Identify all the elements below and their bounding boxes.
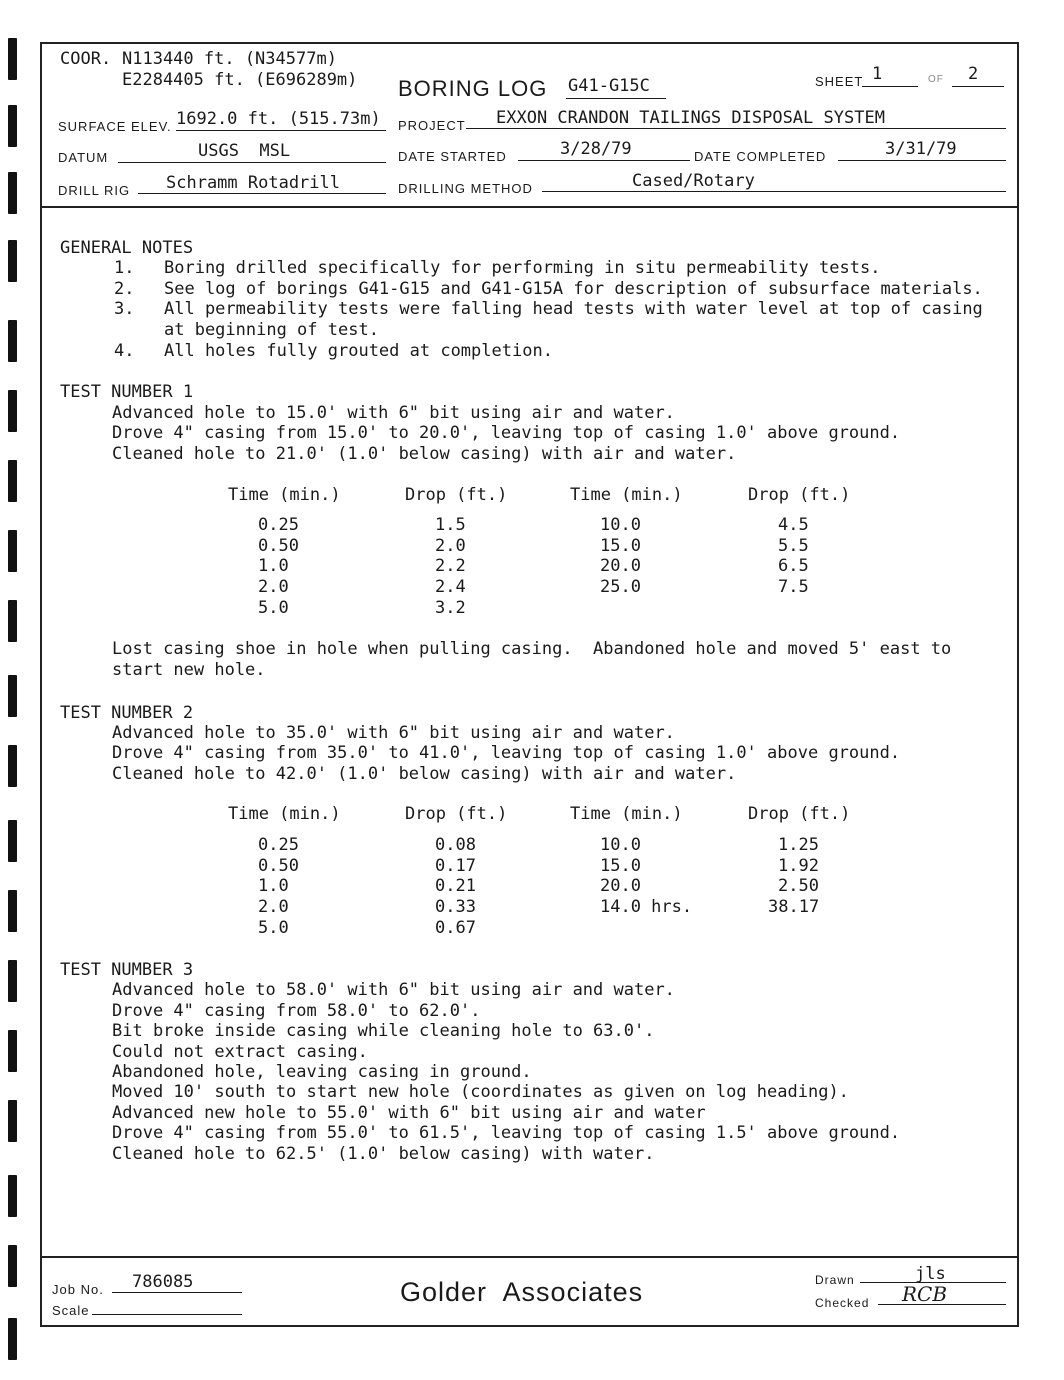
date-completed-value: 3/31/79: [885, 139, 957, 159]
table-header: Drop (ft.): [405, 804, 508, 824]
sheet-total: 2: [968, 64, 979, 84]
elev-value: 1692.0 ft. (515.73m): [176, 109, 381, 129]
table-cell: 5.0: [258, 598, 289, 618]
table-cell: 2.2: [435, 556, 466, 576]
table-cell: 0.67: [435, 918, 476, 938]
test-line: Advanced hole to 58.0' with 6" bit using air and water.: [112, 980, 675, 1000]
binder-mark: [8, 890, 17, 932]
elev-line: [176, 130, 386, 131]
test-line: Advanced hole to 35.0' with 6" bit using air and water.: [112, 723, 675, 743]
date-completed-label: DATE COMPLETED: [694, 149, 827, 164]
test-line: Lost casing shoe in hole when pulling casing. Abandoned hole and moved 5' east to: [112, 639, 952, 659]
checked-value: RCB: [902, 1282, 948, 1306]
test-line: Moved 10' south to start new hole (coordinates as given on log heading).: [112, 1082, 849, 1102]
checked-label: Checked: [815, 1296, 870, 1310]
note-number: 4.: [114, 341, 135, 361]
binder-mark: [8, 745, 17, 787]
table-header: Drop (ft.): [748, 804, 851, 824]
binder-mark: [8, 172, 17, 214]
general-notes-heading: GENERAL NOTES: [60, 238, 194, 258]
company-name: Golder Associates: [400, 1277, 644, 1307]
drilling-method-line: [542, 191, 1006, 192]
table-header: Time (min.): [228, 804, 341, 824]
scale-label: Scale: [52, 1303, 90, 1318]
test-1-heading: TEST NUMBER 1: [60, 382, 194, 402]
drilling-method-label: DRILLING METHOD: [398, 181, 533, 196]
test-line: Cleaned hole to 62.5' (1.0' below casing) with water.: [112, 1144, 655, 1164]
binder-mark: [8, 1318, 17, 1360]
binder-mark: [8, 530, 17, 572]
binder-mark: [8, 1175, 17, 1217]
binder-mark: [8, 960, 17, 1002]
table-cell: 25.0: [600, 577, 641, 597]
table-cell: 5.5: [778, 536, 809, 556]
job-label: Job No.: [52, 1282, 104, 1297]
project-value: EXXON CRANDON TAILINGS DISPOSAL SYSTEM: [496, 108, 885, 128]
note-text: See log of borings G41-G15 and G41-G15A for description of subsurface materials.: [164, 279, 983, 299]
note-number: 2.: [114, 279, 135, 299]
note-text: Boring drilled specifically for performing in situ permeability tests.: [164, 258, 881, 278]
test-line: Bit broke inside casing while cleaning hole to 63.0'.: [112, 1021, 655, 1041]
table-cell: 0.33: [435, 897, 476, 917]
note-number: 1.: [114, 258, 135, 278]
date-started-line: [518, 160, 690, 161]
table-cell: 10.0: [600, 515, 641, 535]
table-cell: 5.0: [258, 918, 289, 938]
table-cell: 2.50: [778, 876, 819, 896]
table-cell: 7.5: [778, 577, 809, 597]
test-line: Advanced hole to 15.0' with 6" bit using air and water.: [112, 403, 675, 423]
test-line: Cleaned hole to 42.0' (1.0' below casing) with air and water.: [112, 764, 737, 784]
note-text: All permeability tests were falling head tests with water level at top of casing: [164, 299, 983, 319]
test-line: Drove 4" casing from 55.0' to 61.5', leaving top of casing 1.5' above ground.: [112, 1123, 901, 1143]
table-cell: 0.25: [258, 515, 299, 535]
table-cell: 0.25: [258, 835, 299, 855]
table-cell: 2.4: [435, 577, 466, 597]
project-label: PROJECT: [398, 118, 466, 133]
test-3-heading: TEST NUMBER 3: [60, 960, 194, 980]
coor-north: N113440 ft. (N34577m): [122, 49, 337, 69]
sheet-total-line: [952, 86, 1004, 87]
binder-mark: [8, 1100, 17, 1142]
table-cell: 2.0: [435, 536, 466, 556]
table-header: Time (min.): [228, 485, 341, 505]
drill-rig-line: [138, 193, 386, 194]
test-line: Advanced new hole to 55.0' with 6" bit using air and water: [112, 1103, 706, 1123]
job-value: 786085: [132, 1272, 194, 1292]
sheet-label: SHEET: [815, 74, 864, 89]
job-line: [112, 1292, 242, 1293]
page-title: BORING LOG: [398, 76, 548, 101]
table-cell: 6.5: [778, 556, 809, 576]
table-cell: 1.0: [258, 876, 289, 896]
elev-label: SURFACE ELEV.: [58, 119, 172, 134]
table-cell: 0.08: [435, 835, 476, 855]
table-cell: 3.2: [435, 598, 466, 618]
binder-mark: [8, 460, 17, 502]
table-cell: 2.0: [258, 577, 289, 597]
test-line: Drove 4" casing from 58.0' to 62.0'.: [112, 1001, 481, 1021]
note-number: 3.: [114, 299, 135, 319]
test-line: Could not extract casing.: [112, 1042, 368, 1062]
datum-value: USGS MSL: [198, 141, 291, 161]
binder-mark: [8, 1030, 17, 1072]
table-cell: 0.50: [258, 856, 299, 876]
sheet-number: 1: [872, 64, 883, 84]
table-header: Drop (ft.): [405, 485, 508, 505]
table-cell: 2.0: [258, 897, 289, 917]
table-cell: 20.0: [600, 556, 641, 576]
drawn-value: jls: [915, 1264, 946, 1284]
table-cell: 0.50: [258, 536, 299, 556]
table-cell: 4.5: [778, 515, 809, 535]
binder-mark: [8, 390, 17, 432]
of-label: OF: [928, 74, 944, 85]
datum-label: DATUM: [58, 150, 109, 165]
drill-rig-value: Schramm Rotadrill: [166, 173, 340, 193]
note-text: at beginning of test.: [164, 320, 379, 340]
binder-mark: [8, 240, 17, 282]
date-started-label: DATE STARTED: [398, 149, 507, 164]
test-2-heading: TEST NUMBER 2: [60, 703, 194, 723]
test-line: Cleaned hole to 21.0' (1.0' below casing) with air and water.: [112, 444, 737, 464]
table-cell: 0.17: [435, 856, 476, 876]
scale-line: [92, 1314, 242, 1315]
boring-id-line: [566, 98, 666, 99]
binder-mark: [8, 320, 17, 362]
date-started-value: 3/28/79: [560, 139, 632, 159]
footer-divider: [40, 1256, 1019, 1258]
boring-id: G41-G15C: [568, 76, 650, 96]
binder-mark: [8, 105, 17, 147]
binder-mark: [8, 820, 17, 862]
binder-mark: [8, 1245, 17, 1287]
coor-east: E2284405 ft. (E696289m): [122, 70, 358, 90]
datum-line: [118, 162, 386, 163]
project-line: [466, 128, 1006, 129]
test-line: Drove 4" casing from 15.0' to 20.0', leaving top of casing 1.0' above ground.: [112, 423, 901, 443]
test-line: Abandoned hole, leaving casing in ground.: [112, 1062, 532, 1082]
table-cell: 20.0: [600, 876, 641, 896]
header-divider: [40, 206, 1019, 208]
table-cell: 38.17: [768, 897, 820, 917]
table-cell: 1.25: [778, 835, 819, 855]
sheet-number-line: [862, 86, 918, 87]
drawn-label: Drawn: [815, 1273, 855, 1287]
table-cell: 14.0 hrs.: [600, 897, 693, 917]
coor-label: COOR.: [60, 49, 112, 69]
table-cell: 1.5: [435, 515, 466, 535]
table-header: Time (min.): [570, 804, 683, 824]
binder-mark: [8, 38, 17, 80]
table-cell: 15.0: [600, 856, 641, 876]
table-header: Time (min.): [570, 485, 683, 505]
table-cell: 15.0: [600, 536, 641, 556]
drill-rig-label: DRILL RIG: [58, 183, 131, 198]
drilling-method-value: Cased/Rotary: [632, 171, 755, 191]
test-line: start new hole.: [112, 660, 266, 680]
checked-line: [878, 1304, 1006, 1305]
binder-mark: [8, 600, 17, 642]
table-cell: 0.21: [435, 876, 476, 896]
note-text: All holes fully grouted at completion.: [164, 341, 553, 361]
table-cell: 10.0: [600, 835, 641, 855]
date-completed-line: [838, 160, 1006, 161]
binder-mark: [8, 675, 17, 717]
table-cell: 1.0: [258, 556, 289, 576]
table-header: Drop (ft.): [748, 485, 851, 505]
test-line: Drove 4" casing from 35.0' to 41.0', leaving top of casing 1.0' above ground.: [112, 743, 901, 763]
table-cell: 1.92: [778, 856, 819, 876]
